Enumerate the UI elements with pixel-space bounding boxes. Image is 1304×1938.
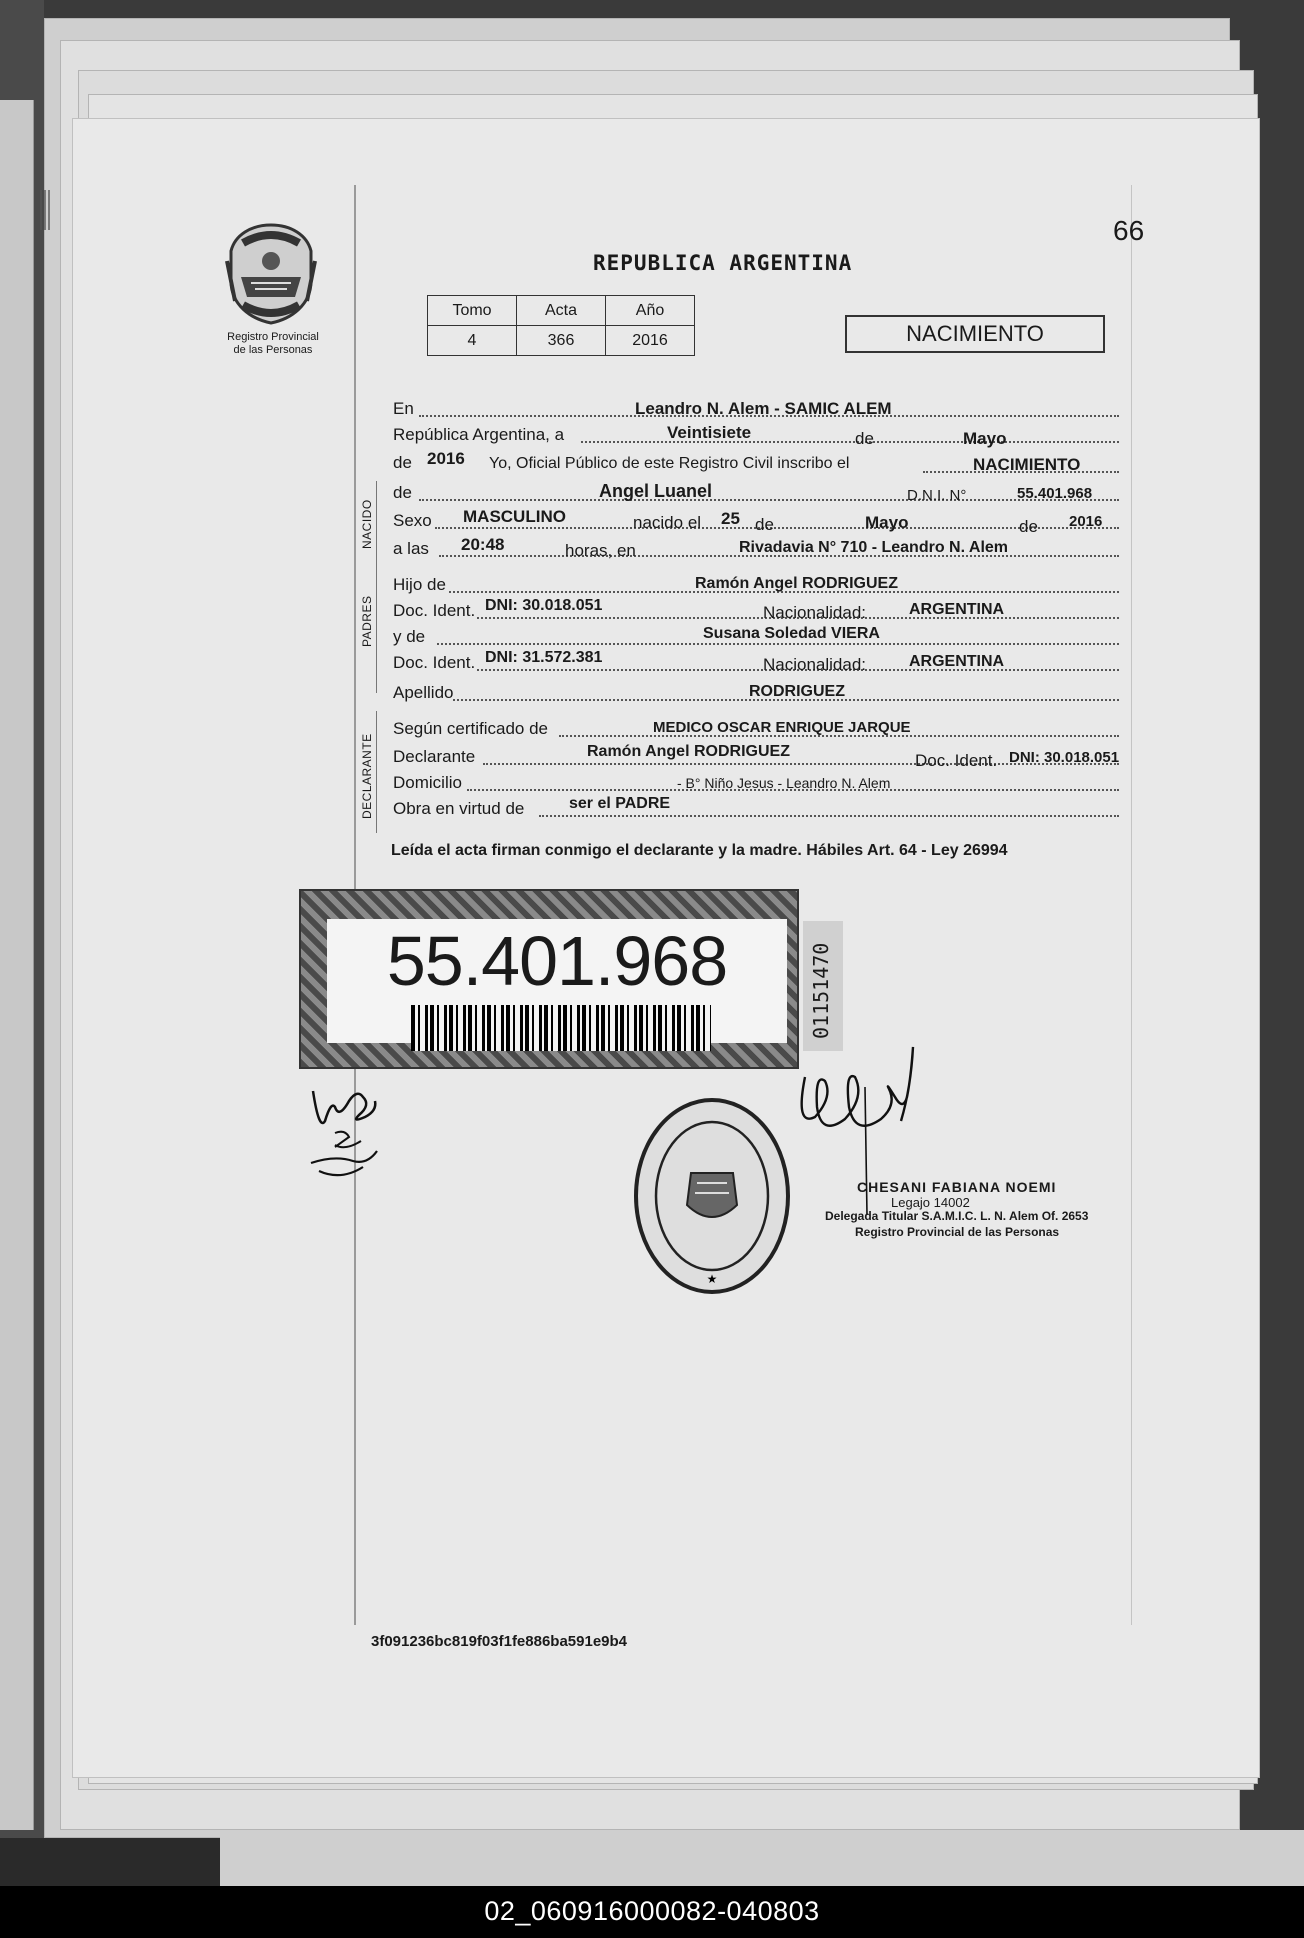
field-value-birthplace: Rivadavia N° 710 - Leandro N. Alem [739,539,1009,556]
page-title: REPUBLICA ARGENTINA [593,251,853,275]
tomo-acta-anio-table [427,295,695,356]
field-value-sex: MASCULINO [463,507,566,526]
section-label-padres: PADRES [360,595,374,647]
field-label-certificado: Según certificado de [393,719,548,738]
dotted-line [581,441,1119,443]
field-label-de-nombre: de [393,483,412,502]
field-value-father-nationality: ARGENTINA [909,601,1005,618]
field-label-obra: Obra en virtud de [393,799,525,818]
table-value-acta: 366 [517,326,606,356]
official-legajo: Legajo 14002 [891,1195,970,1210]
field-label-apellido: Apellido [393,683,454,702]
field-value-reason: ser el PADRE [569,795,671,812]
official-registry: Registro Provincial de las Personas [855,1225,1060,1239]
section-label-declarante: DECLARANTE [360,733,374,819]
field-value-certificate: MEDICO OSCAR ENRIQUE JARQUE [653,719,911,736]
table-header-acta: Acta [517,296,606,326]
official-title: Delegada Titular S.A.M.I.C. L. N. Alem Of. 2653 [825,1209,1089,1223]
section-rule [376,711,377,833]
field-label-domicilio: Domicilio [393,773,462,792]
section-rule [376,573,377,693]
field-value-birth-day: 25 [721,509,740,528]
dni-sticker-inner [327,919,787,1043]
field-label-de-anio-nac: de [1019,517,1038,536]
dotted-line [437,643,1119,645]
table-value-anio: 2016 [606,326,695,356]
field-label-alas: a las [393,539,429,558]
field-label-nacionalidad-madre: Nacionalidad: [763,655,867,674]
field-label-declarante: Declarante [393,747,476,766]
field-value-father: Ramón Angel RODRIGUEZ [695,575,898,592]
table-header-tomo: Tomo [428,296,517,326]
field-label-horas: horas, en [565,541,636,560]
field-label-nacionalidad-padre: Nacionalidad: [763,603,867,622]
field-label-yde: y de [393,627,426,646]
table-header-anio: Año [606,296,695,326]
field-label-doc-madre: Doc. Ident. [393,653,476,672]
mother-signature [305,1071,395,1191]
field-value-mother-doc: DNI: 31.572.381 [485,649,603,666]
table-value-tomo: 4 [428,326,517,356]
field-value-birth-month: Mayo [865,513,909,532]
field-value-time: 20:48 [461,535,505,554]
field-value-year: 2016 [427,449,465,468]
dotted-line [539,815,1119,817]
registry-label-line2: de las Personas [233,344,313,356]
field-value-mother: Susana Soledad VIERA [703,625,880,642]
punch-mark [40,190,50,230]
official-stamp-icon [631,1095,793,1297]
field-value-dni: 55.401.968 [1017,485,1093,502]
dni-sticker [299,889,799,1069]
svg-text:★: ★ [706,1272,718,1286]
page-number: 66 [1113,215,1145,246]
field-label-sexo: Sexo [393,511,432,530]
section-label-nacido: NACIDO [360,499,374,549]
registry-label [193,331,353,357]
birth-certificate-page [72,118,1260,1778]
field-label-doc-padre: Doc. Ident. [393,601,476,620]
province-crest-icon [221,221,321,325]
document-type-box: NACIMIENTO [845,315,1105,353]
field-label-de: de [855,429,874,448]
field-label-oficial: Yo, Oficial Público de este Registro Civil inscribo el [489,455,850,472]
official-name: CHESANI FABIANA NOEMI [857,1179,1057,1195]
dotted-line [435,527,1119,529]
section-rule [376,481,377,585]
field-value-father-doc: DNI: 30.018.051 [485,597,603,614]
field-label-en: En [393,399,414,418]
margin-rule-right [1131,185,1132,1625]
background-bottom-paper [220,1830,1304,1886]
barcode [411,1005,711,1051]
field-label-de-mes: de [755,515,774,534]
footer-file-id: 02_060916000082-040803 [484,1896,820,1926]
field-value-day: Veintisiete [667,423,752,442]
field-label-republica: República Argentina, a [393,425,565,444]
field-value-birth-year: 2016 [1069,513,1103,530]
field-value-place: Leandro N. Alem - SAMIC ALEM [635,399,892,418]
field-value-event: NACIMIENTO [973,455,1081,474]
field-label-dni: D.N.I. N° [907,487,967,504]
dotted-line [419,499,1119,501]
dni-sticker-number: 55.401.968 [386,922,728,1000]
closing-text: Leída el acta firman conmigo el declarante y la madre. Hábiles Art. 64 - Ley 26994 [391,842,1008,859]
field-label-hijo: Hijo de [393,575,446,594]
document-hash: 3f091236bc819f03f1fe886ba591e9b4 [371,1633,628,1650]
field-label-nacido: nacido el [633,513,702,532]
field-value-mother-nationality: ARGENTINA [909,653,1005,670]
field-label-doc-declarante: Doc. Ident. [915,751,998,770]
field-value-address: - B° Niño Jesus - Leandro N. Alem [677,775,891,791]
field-value-declarant: Ramón Angel RODRIGUEZ [587,743,790,760]
field-label-de-anio: de [393,453,412,472]
underlying-page-edge [0,100,34,1830]
registry-label-line1: Registro Provincial [227,331,319,343]
field-value-name: Angel Luanel [599,481,713,501]
field-value-surname: RODRIGUEZ [749,683,845,700]
serial-number: 01151470 [809,942,833,1039]
field-value-month: Mayo [963,429,1007,448]
field-value-declarant-doc: DNI: 30.018.051 [1009,749,1120,766]
